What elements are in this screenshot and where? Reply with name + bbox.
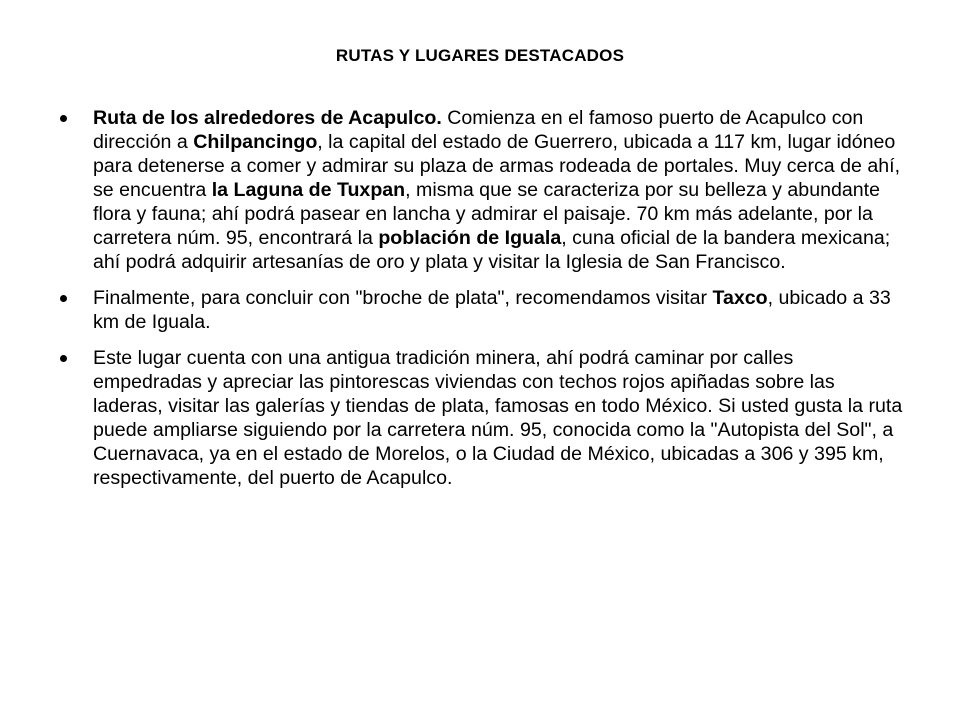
bullet-bold-text: Ruta de los alrededores de Acapulco. xyxy=(93,107,442,129)
bullet-item xyxy=(60,286,904,334)
bullet-text: Este lugar cuenta con una antigua tradición minera, ahí podrá caminar por calles empedradas y apreciar las pintorescas viviendas con techos rojos apiñadas sobre las laderas, visitar las galerías y tiendas de plata, famosas en todo México. Si usted gusta la ruta puede ampliarse siguiendo por la carretera núm. 95, conocida como la "Autopista del Sol", a Cuernavaca, ya en el estado de Morelos, o la Ciudad de México, ubicadas a 306 y 395 km, respectivamente, del puerto de Acapulco. xyxy=(93,347,903,489)
bullet-text: , misma que se caracteriza por su belleza y abundante flora y fauna; ahí podrá pasear en lancha y admirar el paisaje. 70 km más adelante, por la carretera núm. 95, encontrará la xyxy=(93,179,881,249)
bullet-text: , cuna oficial de la bandera mexicana; ahí podrá adquirir artesanías de oro y plata y visitar la Iglesia de San Francisco. xyxy=(93,227,891,273)
bullet-item xyxy=(60,106,904,274)
bullet-text: Comienza en el famoso puerto de Acapulco con dirección a xyxy=(93,107,864,153)
bullet-dot-icon xyxy=(60,115,67,122)
bullet-text: Finalmente, para concluir con "broche de plata", recomendamos visitar xyxy=(93,287,713,309)
bullet-dot-icon xyxy=(60,295,67,302)
slide-title: RUTAS Y LUGARES DESTACADOS xyxy=(335,46,625,65)
bullet-dot-icon xyxy=(60,355,67,362)
bullet-text: , ubicado a 33 km de Iguala. xyxy=(93,287,891,333)
bullet-item xyxy=(60,346,904,490)
bullet-text: , la capital del estado de Guerrero, ubicada a 117 km, lugar idóneo para detenerse a comer y admirar su plaza de armas rodeada de portales. Muy cerca de ahí, se encuentra xyxy=(93,131,901,201)
bullet-list xyxy=(60,106,904,502)
bullet-bold-text: población de Iguala xyxy=(378,227,562,249)
bullet-bold-text: la Laguna de Tuxpan xyxy=(211,179,406,201)
bullet-bold-text: Taxco xyxy=(712,287,768,309)
bullet-bold-text: Chilpancingo xyxy=(193,131,318,153)
